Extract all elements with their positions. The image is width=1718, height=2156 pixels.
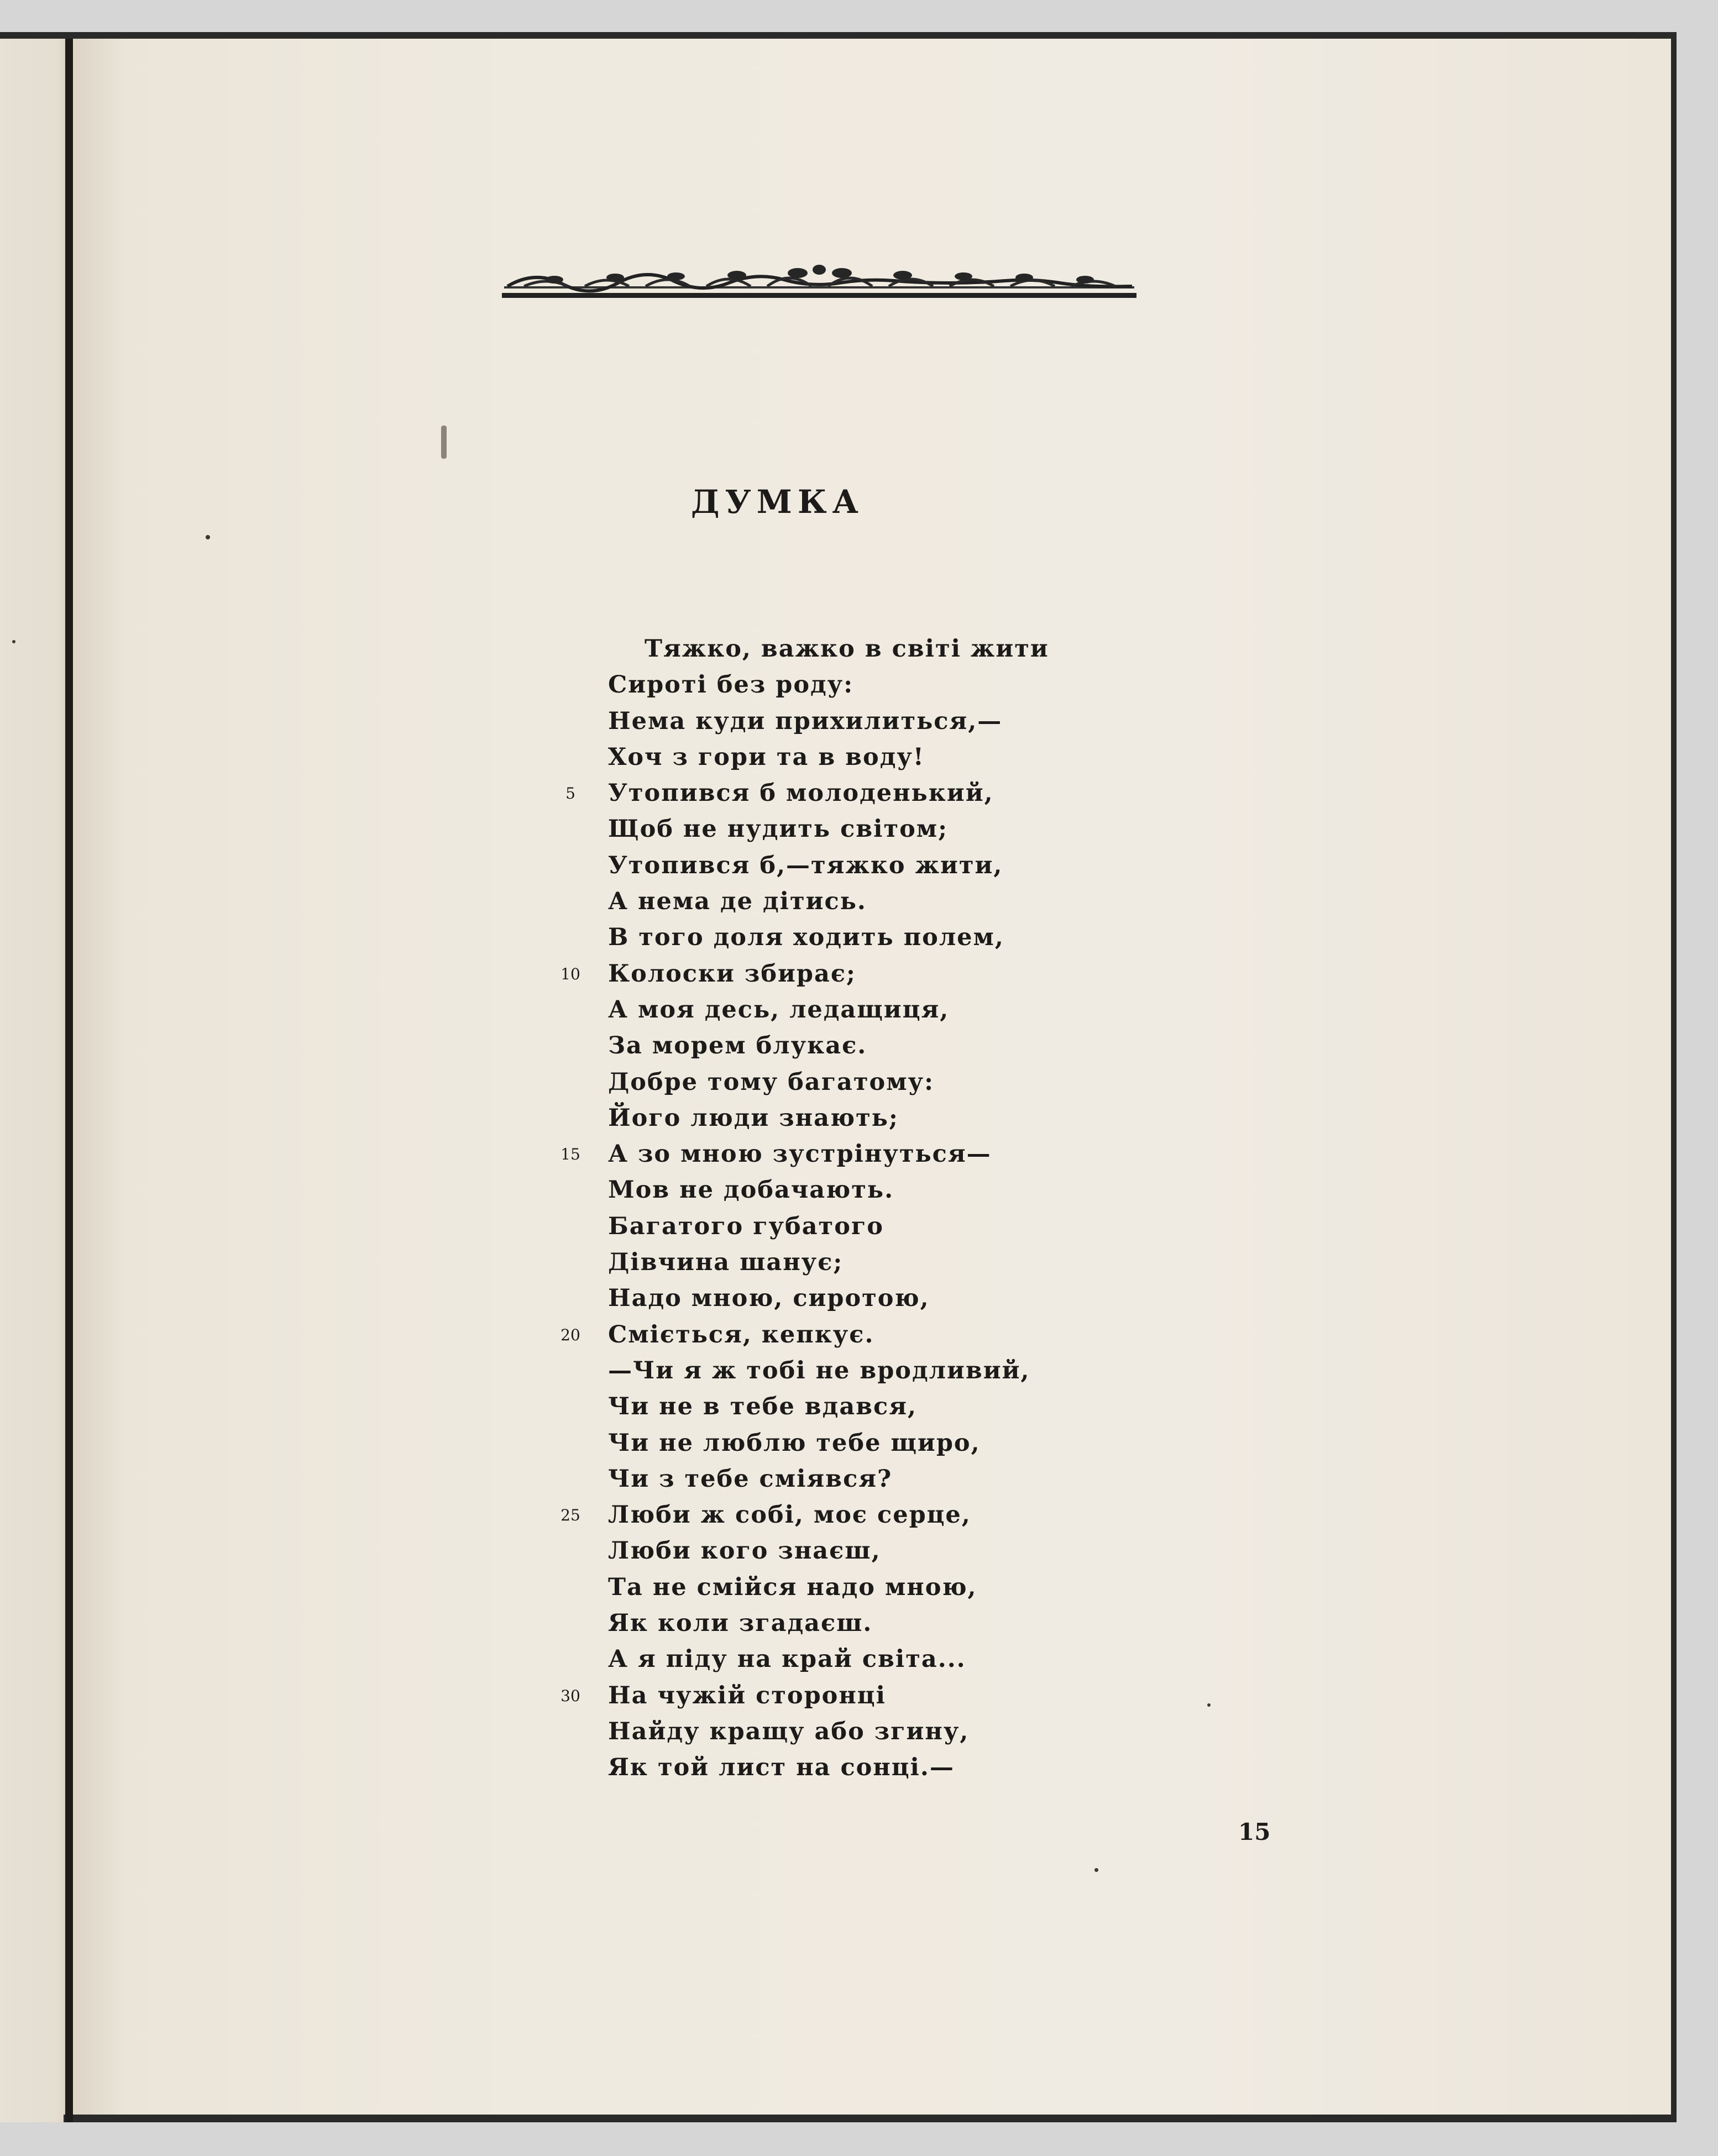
poem-line: Багатого губатого <box>608 1212 884 1240</box>
poem-line: Як коли згадаєш. <box>608 1609 873 1638</box>
poem-line: Люби ж собі, моє серце, <box>608 1501 971 1529</box>
scan-speck <box>441 426 447 459</box>
scan-speck <box>1207 1703 1211 1707</box>
poem-line: Чи з тебе сміявся? <box>608 1465 893 1493</box>
poem-line: Чи не люблю тебе щиро, <box>608 1429 981 1457</box>
poem-line: А моя десь, ледащиця, <box>608 995 950 1024</box>
poem-line: За морем блукає. <box>608 1032 867 1060</box>
poem-line: Колоски збирає; <box>608 959 856 988</box>
poem-line: А нема де дітись. <box>608 888 867 916</box>
poem-line: Хоч з гори та в воду! <box>608 743 925 771</box>
line-number: 5 <box>565 784 575 803</box>
scan-speck <box>12 640 15 643</box>
poem-line: Мов не добачають. <box>608 1176 894 1204</box>
poem-line: Як той лист на сонці.— <box>608 1754 955 1782</box>
poem-line: Утопився б молоденький, <box>608 779 994 807</box>
poem-line: На чужій сторонці <box>608 1681 886 1709</box>
poem-line: Сміється, кепкує. <box>608 1320 874 1349</box>
poem-line: Тяжко, важко в світі жити <box>645 635 1049 663</box>
poem-title: ДУМКА <box>691 483 864 521</box>
poem-line: Та не смійся надо мною, <box>608 1573 977 1601</box>
poem-line: Сироті без роду: <box>608 671 854 699</box>
line-number: 20 <box>561 1325 580 1344</box>
poem-line: А я піду на край світа... <box>608 1645 966 1674</box>
poem-line: Люби кого знаєш, <box>608 1537 881 1565</box>
poem-line: Нема куди прихилиться,— <box>608 707 1003 735</box>
poem-line: Надо мною, сиротою, <box>608 1284 930 1313</box>
line-number: 25 <box>561 1506 580 1525</box>
scan-speck <box>206 535 210 539</box>
decorative-vine-ornament-icon <box>502 264 1136 305</box>
page-number: 15 <box>1238 1818 1271 1845</box>
poem-line: Дівчина шанує; <box>608 1249 844 1277</box>
line-number: 30 <box>561 1686 580 1705</box>
scan-speck <box>1094 1868 1098 1872</box>
poem-line: Утопився б,—тяжко жити, <box>608 851 1003 879</box>
poem-line: А зо мною зустрінуться— <box>608 1140 992 1168</box>
poem-line: —Чи я ж тобі не вродливий, <box>608 1356 1030 1384</box>
poem-line: Найду кращу або згину, <box>608 1717 970 1745</box>
poem-line: В того доля ходить полем, <box>608 924 1004 952</box>
line-number: 15 <box>561 1145 580 1164</box>
poem-body <box>608 631 1106 1786</box>
poem-line: Чи не в тебе вдався, <box>608 1393 917 1421</box>
poem-line: Добре тому багатому: <box>608 1068 934 1096</box>
line-number: 10 <box>561 964 580 983</box>
book-gutter <box>65 39 73 2122</box>
poem-line: Щоб не нудить світом; <box>608 815 949 843</box>
poem-line: Його люди знають; <box>608 1104 899 1132</box>
